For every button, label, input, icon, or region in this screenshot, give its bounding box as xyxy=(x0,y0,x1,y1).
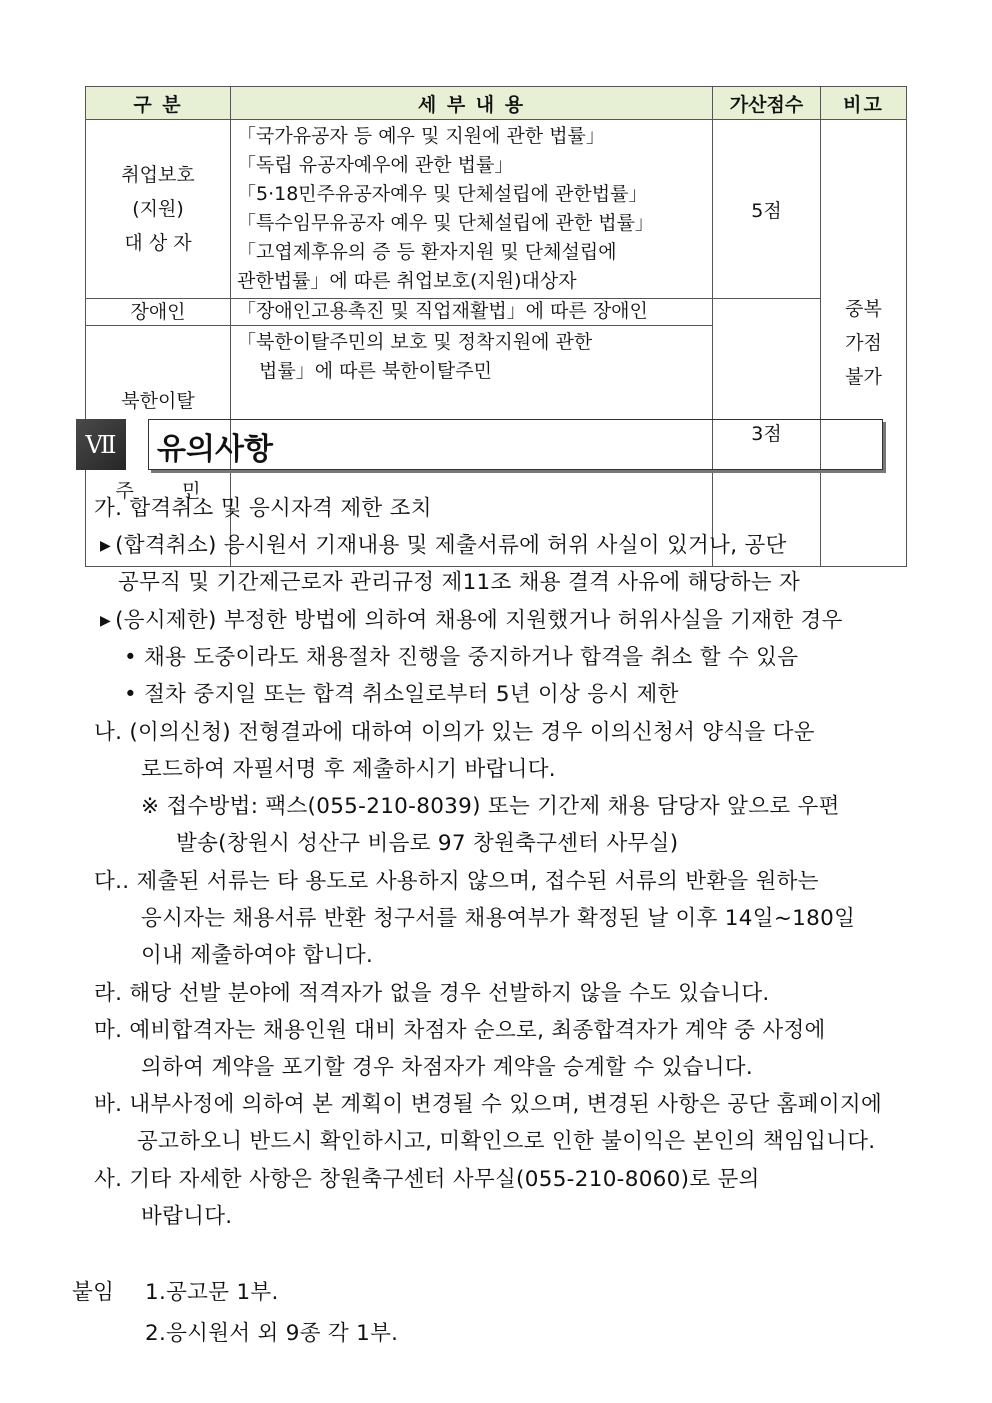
item-da: 다.. 제출된 서류는 타 용도로 사용하지 않으며, 접수된 서류의 반환을 원하는 xyxy=(94,869,819,894)
note-line-continuation: 발송(창원시 성산구 비음로 97 창원축구센터 사무실) xyxy=(176,831,679,856)
item-sa: 사. 기타 자세한 사항은 창원축구센터 사무실(055-210-8060)로 문의 xyxy=(94,1167,760,1192)
score-cell: 5점 xyxy=(713,120,821,299)
note-text: 가점 xyxy=(845,332,882,354)
item-ma: 마. 예비합격자는 채용인원 대비 차점자 순으로, 최종합격자가 계약 중 사정에 xyxy=(94,1018,826,1043)
item-ba: 바. 내부사정에 의하여 본 계획이 변경될 수 있으며, 변경된 사항은 공단 홈페이지에 xyxy=(94,1092,883,1117)
note-text: 중복 xyxy=(845,298,882,320)
attachment-item: 1.공고문 1부. xyxy=(145,1280,279,1305)
category-text: 대 상 자 xyxy=(124,232,192,254)
score-cell: 3점 xyxy=(713,299,821,567)
list-item xyxy=(100,603,843,634)
item-na: 나. (이의신청) 전형결과에 대하여 이의가 있는 경우 이의신청서 양식을 다운 xyxy=(94,720,815,745)
table-header-row xyxy=(86,87,907,120)
list-item-text: (합격취소) 응시원서 기재내용 및 제출서류에 허위 사실이 있거나, 공단 xyxy=(115,533,787,558)
list-item xyxy=(100,528,787,559)
header-note: 비고 xyxy=(821,87,907,120)
header-category: 구 분 xyxy=(86,87,231,120)
list-item-continuation: 공무직 및 기간제근로자 관리규정 제11조 채용 결격 사유에 해당하는 자 xyxy=(118,570,801,595)
detail-line: 「고엽제후유의 증 등 환자지원 및 단체설립에 xyxy=(237,241,617,263)
detail-line: 관한법률」에 따른 취업보호(지원)대상자 xyxy=(237,270,577,292)
item-ba-continuation: 공고하오니 반드시 확인하시고, 미확인으로 인한 불이익은 본인의 책임입니다. xyxy=(137,1129,876,1154)
section-title-box xyxy=(148,419,883,470)
item-ma-continuation: 의하여 계약을 포기할 경우 차점자가 계약을 승계할 수 있습니다. xyxy=(141,1055,754,1080)
header-details: 세 부 내 용 xyxy=(231,87,713,120)
header-score: 가산점수 xyxy=(713,87,821,120)
detail-line: 「국가유공자 등 예우 및 지원에 관한 법률」 xyxy=(237,125,605,147)
note-line: ※ 접수방법: 팩스(055-210-8039) 또는 기간제 채용 담당자 앞으로 우편 xyxy=(141,794,840,819)
detail-line: 「북한이탈주민의 보호 및 정착지원에 관한 xyxy=(237,331,593,353)
triangle-right-icon: ▶ xyxy=(100,538,112,554)
section-number-badge: Ⅶ xyxy=(76,419,126,470)
triangle-right-icon: ▶ xyxy=(100,613,112,629)
item-ga-heading: 가. 합격취소 및 응시자격 제한 조치 xyxy=(94,496,432,521)
category-text: 취업보호 xyxy=(121,164,195,186)
list-item-text: (응시제한) 부정한 방법에 의하여 채용에 지원했거나 허위사실을 기재한 경우 xyxy=(115,608,843,633)
item-na-continuation: 로드하여 자필서명 후 제출하시기 바랍니다. xyxy=(141,757,556,782)
note-cell xyxy=(821,120,907,567)
sub-bullet: • 절차 중지일 또는 합격 취소일로부터 5년 이상 응시 제한 xyxy=(124,682,679,707)
category-cell xyxy=(86,120,231,299)
detail-line: 「5·18민주유공자예우 및 단체설립에 관한법률」 xyxy=(237,183,648,205)
detail-line: 법률」에 따른 북한이탈주민 xyxy=(259,360,492,382)
detail-line: 「특수임무유공자 예우 및 단체설립에 관한 법률」 xyxy=(237,212,654,234)
item-sa-continuation: 바랍니다. xyxy=(141,1204,233,1229)
attachments-label: 붙임 xyxy=(72,1280,115,1305)
table-row xyxy=(86,120,907,299)
category-text: 북한이탈 xyxy=(121,390,195,412)
detail-line: 「독립 유공자예우에 관한 법률」 xyxy=(237,154,514,176)
details-cell xyxy=(231,120,713,299)
item-ra: 라. 해당 선발 분야에 적격자가 없을 경우 선발하지 않을 수도 있습니다. xyxy=(94,981,770,1006)
item-da-continuation: 이내 제출하여야 합니다. xyxy=(141,943,374,968)
category-text: 주 민 xyxy=(115,480,201,502)
table-row xyxy=(86,299,907,326)
attachment-item: 2.응시원서 외 9종 각 1부. xyxy=(145,1321,399,1346)
details-cell: 「장애인고용촉진 및 직업재활법」에 따른 장애인 xyxy=(231,299,713,326)
note-text: 불가 xyxy=(845,366,882,388)
section-title: 유의사항 xyxy=(157,432,273,467)
sub-bullet: • 채용 도중이라도 채용절차 진행을 중지하거나 합격을 취소 할 수 있음 xyxy=(124,645,799,670)
category-cell: 장애인 xyxy=(86,299,231,326)
category-text: (지원) xyxy=(132,198,184,220)
item-da-continuation: 응시자는 채용서류 반환 청구서를 채용여부가 확정된 날 이후 14일~180일 xyxy=(141,906,856,931)
